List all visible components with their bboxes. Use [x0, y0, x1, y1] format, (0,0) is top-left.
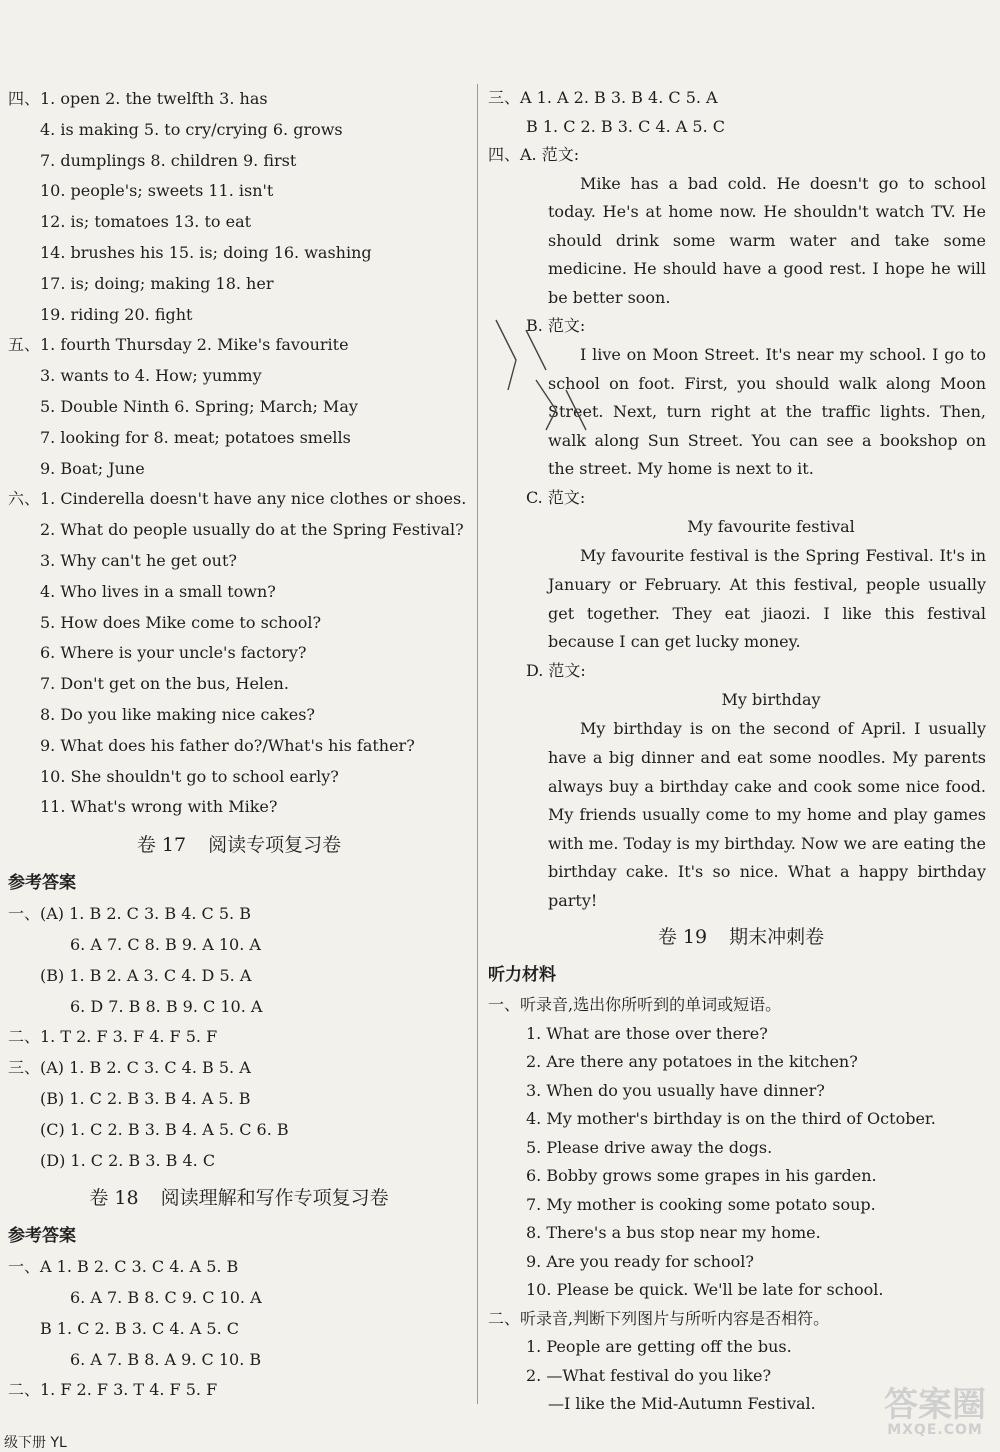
- answer-line: 4. Who lives in a small town?: [40, 581, 276, 601]
- answer-line: 7. looking for 8. meat; potatoes smells: [40, 427, 351, 447]
- pen-scribble-icon: [486, 300, 596, 450]
- answer-line: 4. My mother's birthday is on the third of October.: [526, 1109, 936, 1129]
- sample-essay: [488, 170, 994, 313]
- answer-line: 2. —What festival do you like?: [526, 1365, 772, 1385]
- essay-title: My favourite festival: [687, 517, 855, 537]
- answer-line: 6. A 7. B 8. A 9. C 10. B: [70, 1349, 262, 1369]
- answer-line: 三、(A) 1. B 2. C 3. C 4. B 5. A: [8, 1058, 251, 1078]
- answer-line: 1. People are getting off the bus.: [526, 1337, 792, 1357]
- section-title-text: 阅读专项复习卷: [208, 834, 342, 857]
- watermark-logo: [880, 1385, 990, 1438]
- answer-line: 10. people's; sweets 11. isn't: [40, 181, 274, 201]
- answer-line: 9. Are you ready for school?: [526, 1251, 754, 1271]
- essay-title: My birthday: [721, 690, 821, 710]
- subheading: 参考答案: [8, 1226, 76, 1247]
- answer-line: 3. Why can't he get out?: [40, 550, 237, 570]
- answer-line: (C) 1. C 2. B 3. B 4. A 5. C 6. B: [40, 1119, 289, 1139]
- answer-line: 一、(A) 1. B 2. C 3. B 4. C 5. B: [8, 904, 251, 924]
- answer-line: 四、A. 范文:: [488, 145, 580, 164]
- answer-line: 9. What does his father do?/What's his father?: [40, 735, 415, 755]
- answer-line: 17. is; doing; making 18. her: [40, 273, 274, 293]
- answer-line: 3. wants to 4. How; yummy: [40, 366, 262, 386]
- answer-line: 5. How does Mike come to school?: [40, 612, 322, 632]
- answer-line: 二、1. T 2. F 3. F 4. F 5. F: [8, 1027, 218, 1047]
- answer-line: 1. What are those over there?: [526, 1023, 768, 1043]
- answer-line: 一、听录音,选出你所听到的单词或短语。: [488, 995, 782, 1015]
- answer-line: 3. When do you usually have dinner?: [526, 1080, 825, 1100]
- sample-essay: [488, 542, 994, 656]
- section-title-text: 期末冲刺卷: [729, 926, 825, 949]
- section-title: [488, 915, 994, 959]
- answer-line: 6. A 7. C 8. B 9. A 10. A: [70, 934, 261, 954]
- answer-line: 14. brushes his 15. is; doing 16. washing: [40, 242, 372, 262]
- answer-line: 2. What do people usually do at the Spring Festival?: [40, 520, 464, 540]
- essay-text: My birthday is on the second of April. I usually have a big dinner and eat some noodles. My parents always buy a birthday cake and cook some nice food. My friends usually come to my home and play games with me. Today is my birthday. Now we are eating the birthday cake. It's so nice. What a happy birthday party!: [548, 719, 986, 910]
- page-footer: 级下册 YL: [4, 1435, 67, 1451]
- section-number: 卷 18: [89, 1187, 139, 1210]
- answer-line: D. 范文:: [526, 660, 586, 680]
- answer-line: 6. D 7. B 8. B 9. C 10. A: [70, 996, 263, 1016]
- answer-line: 10. Please be quick. We'll be late for school.: [526, 1280, 884, 1300]
- answer-line: 5. Double Ninth 6. Spring; March; May: [40, 396, 358, 416]
- watermark-text: 答案圈: [884, 1385, 986, 1425]
- section-number: 卷 17: [136, 834, 187, 857]
- answer-line: 6. Where is your uncle's factory?: [40, 643, 307, 663]
- left-column: [8, 84, 470, 1406]
- answer-line: 11. What's wrong with Mike?: [40, 797, 278, 817]
- answer-line: 4. is making 5. to cry/crying 6. grows: [40, 119, 343, 139]
- watermark-url: MXQE.COM: [887, 1422, 983, 1438]
- answer-line: 7. Don't get on the bus, Helen.: [40, 674, 289, 694]
- answer-line: 8. Do you like making nice cakes?: [40, 704, 315, 724]
- right-column: [488, 84, 994, 1419]
- answer-line: —I like the Mid-Autumn Festival.: [548, 1394, 816, 1414]
- column-divider: [477, 84, 478, 1404]
- section-title-text: 阅读理解和写作专项复习卷: [160, 1187, 389, 1210]
- answer-line: 三、A 1. A 2. B 3. B 4. C 5. A: [488, 88, 718, 107]
- subheading: 参考答案: [8, 873, 76, 894]
- answer-line: 一、A 1. B 2. C 3. C 4. A 5. B: [8, 1257, 239, 1277]
- section-title: [8, 1176, 470, 1220]
- section-number: 卷 19: [657, 926, 708, 949]
- answer-line: 2. Are there any potatoes in the kitchen?: [526, 1052, 858, 1072]
- answer-line: 六、1. Cinderella doesn't have any nice clothes or shoes.: [8, 489, 467, 509]
- answer-line: B 1. C 2. B 3. C 4. A 5. C: [526, 116, 725, 136]
- answer-line: (D) 1. C 2. B 3. B 4. C: [40, 1150, 216, 1170]
- answer-line: 7. My mother is cooking some potato soup.: [526, 1194, 876, 1214]
- answer-line: 二、听录音,判断下列图片与所听内容是否相符。: [488, 1308, 830, 1328]
- answer-line: 四、1. open 2. the twelfth 3. has: [8, 89, 268, 108]
- answer-line: B. 范文:: [526, 316, 586, 336]
- answer-line: 5. Please drive away the dogs.: [526, 1137, 773, 1157]
- answer-line: 10. She shouldn't go to school early?: [40, 766, 339, 786]
- subheading: 听力材料: [488, 965, 556, 986]
- sample-essay: [488, 715, 994, 915]
- answer-line: 6. A 7. B 8. C 9. C 10. A: [70, 1288, 262, 1308]
- section-title: [8, 823, 470, 867]
- answer-line: (B) 1. B 2. A 3. C 4. D 5. A: [40, 965, 252, 985]
- answer-line: 19. riding 20. fight: [40, 304, 193, 324]
- answer-line: 二、1. F 2. F 3. T 4. F 5. F: [8, 1380, 218, 1400]
- essay-text: I live on Moon Street. It's near my school. I go to school on foot. First, you should walk along Moon Street. Next, turn right at the traffic lights. Then, walk along Sun Street. You can see a bookshop on the street. My home is next to it.: [548, 344, 986, 479]
- answer-line: 8. There's a bus stop near my home.: [526, 1223, 821, 1243]
- answer-line: 6. Bobby grows some grapes in his garden.: [526, 1166, 877, 1186]
- answer-line: C. 范文:: [526, 487, 586, 507]
- essay-text: My favourite festival is the Spring Festival. It's in January or February. At this festival, people usually get together. They eat jiaozi. I like this festival because I can get lucky money.: [548, 546, 986, 652]
- answer-line: 12. is; tomatoes 13. to eat: [40, 212, 252, 232]
- answer-line: 7. dumplings 8. children 9. first: [40, 150, 297, 170]
- answer-line: B 1. C 2. B 3. C 4. A 5. C: [40, 1318, 239, 1338]
- answer-line: 9. Boat; June: [40, 458, 145, 478]
- answer-line: (B) 1. C 2. B 3. B 4. A 5. B: [40, 1088, 251, 1108]
- essay-text: Mike has a bad cold. He doesn't go to school today. He's at home now. He shouldn't watch TV. He should drink some warm water and take some medicine. He should have a good rest. I hope he will be better soon.: [548, 173, 986, 307]
- answer-line: 五、1. fourth Thursday 2. Mike's favourite: [8, 335, 349, 355]
